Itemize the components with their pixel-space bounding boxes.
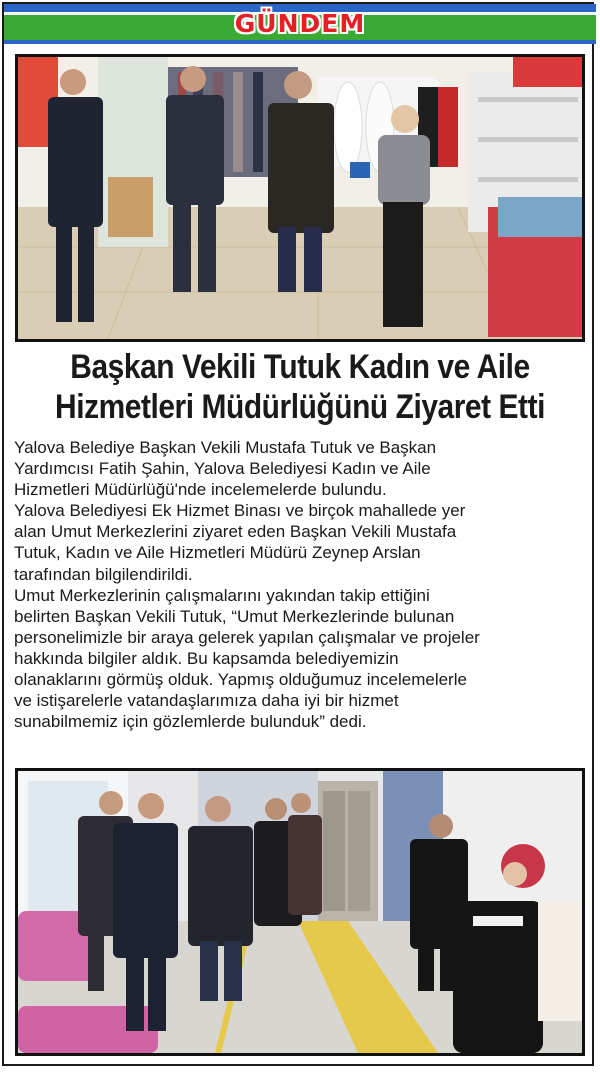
banner-stripe-bottom <box>4 40 596 44</box>
section-banner <box>4 4 596 44</box>
photo-store-visit <box>15 54 585 342</box>
article-headline <box>50 347 550 427</box>
body-line: olanaklarını görmüş olduk. Yapmış olduğumuz incelemelerle <box>14 670 467 690</box>
body-line: Yalova Belediye Başkan Vekili Mustafa Tutuk ve Başkan <box>14 438 437 457</box>
body-line: Yalova Belediyesi Ek Hizmet Binası ve birçok mahallede yer <box>14 501 466 521</box>
body-line: hakkında bilgiler aldık. Bu kapsamda belediyemizin <box>14 648 399 668</box>
photo-hallway-visit <box>15 768 585 1056</box>
body-line: sunabilmemiz için gözlemlerde bulunduk” dedi. <box>14 712 367 732</box>
body-line: Yardımcısı Fatih Şahin, Yalova Belediyesi Kadın ve Aile <box>14 459 431 479</box>
article-body <box>14 437 594 732</box>
photo-store-visit-image <box>18 57 582 339</box>
section-label: GÜNDEM <box>234 9 366 38</box>
headline-line: Başkan Vekili Tutuk Kadın ve Aile <box>70 348 530 386</box>
body-line: personelimizle bir araya gelerek yapılan çalışmalar ve projeler <box>14 627 480 647</box>
photo-hallway-visit-image <box>18 771 582 1053</box>
body-line: Tutuk, Kadın ve Aile Hizmetleri Müdürü Zeynep Arslan <box>14 543 421 563</box>
body-line: ve istişarelerle vatandaşlarımıza daha iyi bir hizmet <box>14 691 399 711</box>
body-line: alan Umut Merkezlerini ziyaret eden Başkan Vekili Mustafa <box>14 522 457 542</box>
body-line: Umut Merkezlerinin çalışmalarını yakından takip ettiğini <box>14 585 430 605</box>
headline-line: Hizmetleri Müdürlüğünü Ziyaret Etti <box>55 388 545 426</box>
body-line: Hizmetleri Müdürlüğü'nde incelemelerde bulundu. <box>14 480 387 500</box>
body-line: tarafından bilgilendirildi. <box>14 564 193 584</box>
body-line: belirten Başkan Vekili Tutuk, “Umut Merkezlerinde bulunan <box>14 606 455 626</box>
